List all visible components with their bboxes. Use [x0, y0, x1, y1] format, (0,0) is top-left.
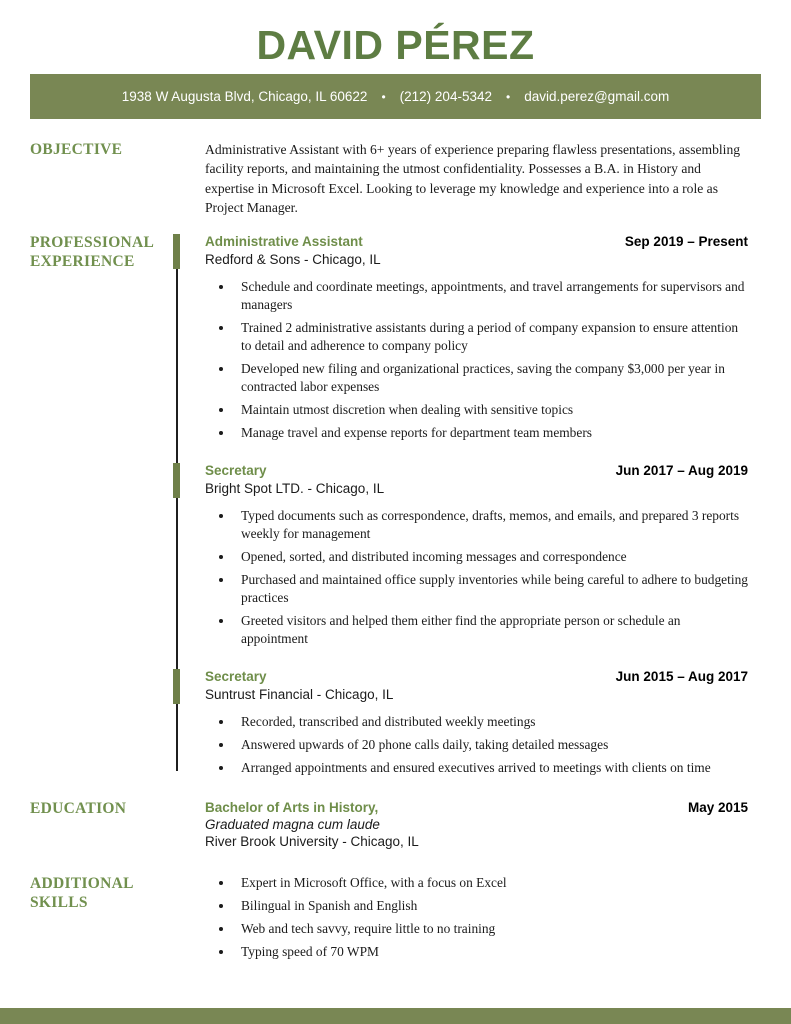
- experience-heading-line2: EXPERIENCE: [30, 253, 135, 271]
- skills-heading: [0, 874, 175, 961]
- education-school: River Brook University - Chicago, IL: [205, 834, 419, 850]
- job-dates: Sep 2019 – Present: [624, 234, 748, 250]
- person-name: DAVID PÉREZ: [256, 22, 535, 68]
- skills-heading-line2: SKILLS: [30, 894, 88, 912]
- contact-phone: (212) 204-5342: [399, 89, 492, 104]
- bullet-item: • Manage travel and expense reports for department team members: [234, 424, 748, 442]
- bullet-item: • Expert in Microsoft Office, with a focus on Excel: [234, 874, 748, 892]
- job-header: [205, 462, 748, 497]
- job-title: Secretary: [205, 669, 267, 685]
- bullet-item: • Maintain utmost discretion when dealing with sensitive topics: [234, 401, 748, 419]
- bullet-item: • Developed new filing and organizational practices, saving the company $3,000 per year in contracted labor expenses: [234, 360, 748, 396]
- degree-title: Bachelor of Arts in History,: [205, 800, 379, 816]
- section-skills: [0, 874, 791, 961]
- job-dates: Jun 2017 – Aug 2019: [615, 463, 748, 479]
- job-company: Bright Spot LTD. - Chicago, IL: [205, 481, 385, 497]
- footer-bar: [0, 1008, 791, 1024]
- objective-heading: OBJECTIVE: [30, 141, 123, 158]
- job-bullet-list: [205, 713, 748, 777]
- job-entry: [205, 462, 748, 648]
- bullet-item: • Typed documents such as correspondence, drafts, memos, and emails, and prepared 3 reports weekly for management: [234, 507, 748, 543]
- skills-heading-line1: ADDITIONAL: [30, 875, 134, 893]
- job-company: Redford & Sons - Chicago, IL: [205, 252, 381, 268]
- bullet-item: • Purchased and maintained office supply inventories while being careful to adhere to budgeting practices: [234, 571, 748, 607]
- objective-text: Administrative Assistant with 6+ years of experience preparing flawless presentations, assembling facility reports, and maintaining the utmost confidentiality. Possesses a B.A. in History and expertise in Microsoft Excel. Looking to leverage my knowledge and experience into a role as Project Manager.: [205, 142, 741, 215]
- separator-dot-icon: •: [381, 89, 386, 104]
- contact-email: david.perez@gmail.com: [524, 89, 670, 104]
- education-honors: Graduated magna cum laude: [205, 817, 380, 833]
- job-title: Secretary: [205, 463, 267, 479]
- contact-address: 1938 W Augusta Blvd, Chicago, IL 60622: [121, 89, 368, 104]
- section-education: [0, 799, 791, 850]
- bullet-item: • Recorded, transcribed and distributed weekly meetings: [234, 713, 748, 731]
- job-dates: Jun 2015 – Aug 2017: [615, 669, 748, 685]
- bullet-item: • Answered upwards of 20 phone calls daily, taking detailed messages: [234, 736, 748, 754]
- job-header: [205, 668, 748, 703]
- job-company: Suntrust Financial - Chicago, IL: [205, 687, 394, 703]
- skills-list: [205, 874, 748, 961]
- job-bullet-list: [205, 278, 748, 442]
- section-objective: [0, 140, 791, 217]
- contact-bar: [30, 74, 761, 119]
- job-header: [205, 233, 748, 268]
- bullet-item: • Greeted visitors and helped them either find the appropriate person or schedule an appointment: [234, 612, 748, 648]
- education-heading: EDUCATION: [30, 800, 127, 818]
- job-entry: [205, 233, 748, 442]
- bullet-item: • Schedule and coordinate meetings, appointments, and travel arrangements for supervisors and managers: [234, 278, 748, 314]
- bullet-item: • Typing speed of 70 WPM: [234, 943, 748, 961]
- bullet-item: • Opened, sorted, and distributed incoming messages and correspondence: [234, 548, 748, 566]
- bullet-item: • Trained 2 administrative assistants during a period of company expansion to ensure attention to detail and adherence to company policy: [234, 319, 748, 355]
- job-entry: [205, 668, 748, 777]
- bullet-item: • Web and tech savvy, require little to no training: [234, 920, 748, 938]
- education-date: May 2015: [687, 800, 748, 816]
- section-experience: [0, 233, 791, 777]
- job-title: Administrative Assistant: [205, 234, 363, 250]
- bullet-item: • Arranged appointments and ensured executives arrived to meetings with clients on time: [234, 759, 748, 777]
- experience-heading: [0, 233, 175, 777]
- job-bullet-list: [205, 507, 748, 648]
- experience-heading-line1: PROFESSIONAL: [30, 234, 155, 252]
- separator-dot-icon: •: [505, 89, 511, 104]
- bullet-item: • Bilingual in Spanish and English: [234, 897, 748, 915]
